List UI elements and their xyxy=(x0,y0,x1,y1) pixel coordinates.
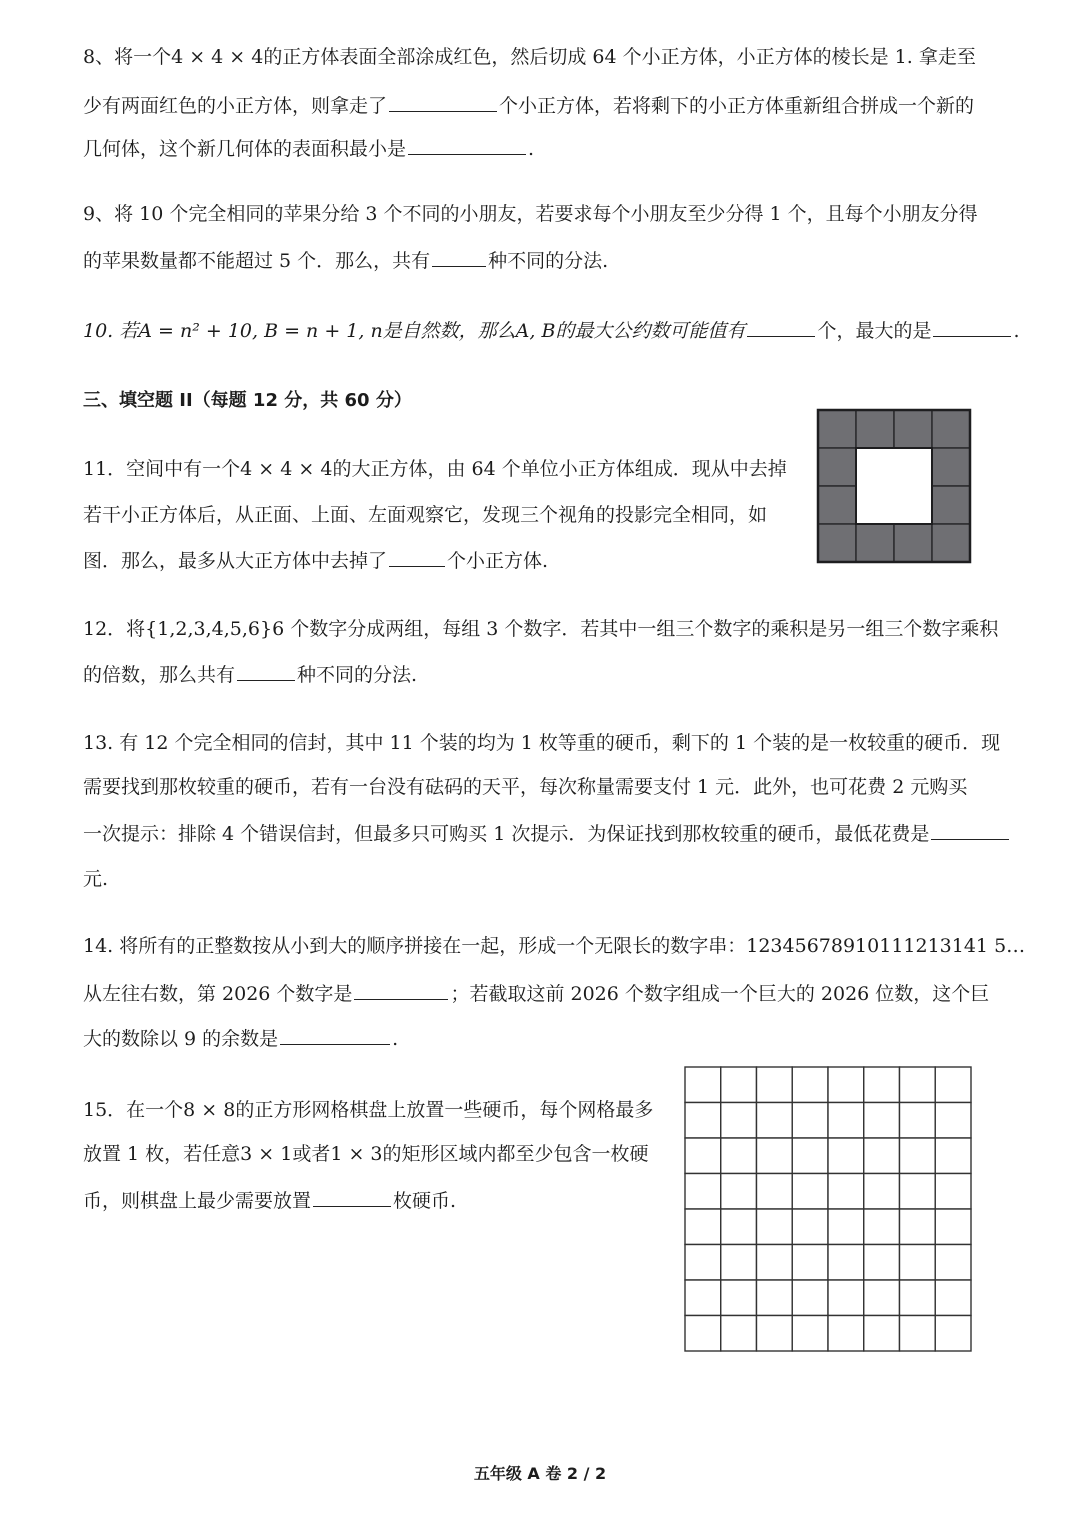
q10-answer-blank-1[interactable] xyxy=(747,316,815,337)
grid-cell xyxy=(721,1138,757,1174)
q15-line1: 15．在一个8 × 8的正方形网格棋盘上放置一些硬币，每个网格最多 xyxy=(83,1099,654,1121)
section-3-heading: 三、填空题 II（每题 12 分，共 60 分） xyxy=(83,390,412,411)
grid-cell xyxy=(792,1174,828,1210)
shaded-cell xyxy=(856,410,894,448)
grid-cell xyxy=(828,1103,864,1139)
q10-text-b: 个，最大的是 xyxy=(817,320,932,342)
empty-cell xyxy=(856,486,894,524)
grid-cell xyxy=(685,1209,721,1245)
grid-cell xyxy=(828,1209,864,1245)
empty-cell xyxy=(894,486,932,524)
shaded-cell xyxy=(818,524,856,562)
q13-line1: 13. 有 12 个完全相同的信封，其中 11 个装的均为 1 枚等重的硬币，剩下的 1 个装的是一枚较重的硬币．现 xyxy=(83,732,1001,754)
q14-line2-text-a: 从左往右数，第 2026 个数字是 xyxy=(83,983,353,1005)
grid-cell xyxy=(721,1174,757,1210)
q12-line1: 12．将{1,2,3,4,5,6}6 个数字分成两组，每组 3 个数字．若其中一组三个数字的乘积是另一组三个数字乘积 xyxy=(83,618,999,640)
q8-line2 xyxy=(83,91,974,119)
shaded-cell xyxy=(856,524,894,562)
shaded-cell xyxy=(894,524,932,562)
q11-line3 xyxy=(83,546,548,574)
grid-cell xyxy=(900,1209,936,1245)
q13-answer-blank[interactable] xyxy=(931,819,1009,840)
grid-cell xyxy=(935,1209,971,1245)
grid-cell xyxy=(685,1280,721,1316)
grid-cell xyxy=(757,1209,793,1245)
grid-cell xyxy=(864,1316,900,1352)
q9-answer-blank[interactable] xyxy=(432,246,486,267)
grid-cell xyxy=(685,1245,721,1281)
grid-cell xyxy=(828,1280,864,1316)
grid-cell xyxy=(721,1103,757,1139)
grid-cell xyxy=(792,1280,828,1316)
grid-cell xyxy=(792,1316,828,1352)
q14-answer-blank-1[interactable] xyxy=(354,979,448,1000)
grid-cell xyxy=(900,1174,936,1210)
q14-line2 xyxy=(83,979,989,1007)
grid-cell xyxy=(935,1103,971,1139)
grid-cell xyxy=(721,1280,757,1316)
q9-line1: 9、将 10 个完全相同的苹果分给 3 个不同的小朋友，若要求每个小朋友至少分得 1 个，且每个小朋友分得 xyxy=(83,203,978,225)
grid-cell xyxy=(685,1067,721,1103)
q9-line2-text-a: 的苹果数量都不能超过 5 个．那么，共有 xyxy=(83,250,431,272)
grid-cell xyxy=(757,1138,793,1174)
q11-line2: 若干小正方体后，从正面、上面、左面观察它，发现三个视角的投影完全相同，如 xyxy=(83,504,768,526)
empty-cell xyxy=(856,448,894,486)
shaded-cell xyxy=(818,448,856,486)
q9-line2 xyxy=(83,246,608,274)
q14-line1: 14. 将所有的正整数按从小到大的顺序拼接在一起，形成一个无限长的数字串：12345678910111213141 5… xyxy=(83,935,1026,957)
q8-line3-text-b: . xyxy=(528,138,535,160)
grid-cell xyxy=(685,1103,721,1139)
q13-line4: 元. xyxy=(83,868,109,890)
q10-answer-blank-2[interactable] xyxy=(933,316,1011,337)
grid-cell xyxy=(864,1280,900,1316)
grid-cell xyxy=(864,1103,900,1139)
grid-cell xyxy=(685,1316,721,1352)
q13-line3 xyxy=(83,819,1011,847)
q8-line2-text-b: 个小正方体，若将剩下的小正方体重新组合拼成一个新的 xyxy=(499,95,975,117)
q11-line1: 11．空间中有一个4 × 4 × 4的大正方体，由 64 个单位小正方体组成．现从中去掉 xyxy=(83,458,787,480)
grid-cell xyxy=(864,1174,900,1210)
grid-cell xyxy=(828,1138,864,1174)
grid-cell xyxy=(757,1316,793,1352)
q13-line2: 需要找到那枚较重的硬币，若有一台没有砝码的天平，每次称量需要支付 1 元．此外，也可花费 2 元购买 xyxy=(83,776,968,798)
grid-cell xyxy=(864,1209,900,1245)
grid-cell xyxy=(792,1138,828,1174)
grid-cell xyxy=(757,1174,793,1210)
grid-cell xyxy=(935,1174,971,1210)
grid-cell xyxy=(935,1316,971,1352)
grid-cell xyxy=(757,1067,793,1103)
q15-line3 xyxy=(83,1186,456,1214)
q15-line3-text-b: 枚硬币. xyxy=(393,1190,457,1212)
q10-text-c: . xyxy=(1013,320,1020,342)
q15-line2: 放置 1 枚，若任意3 × 1或者1 × 3的矩形区域内都至少包含一枚硬 xyxy=(83,1143,649,1165)
q8-line1: 8、将一个4 × 4 × 4的正方体表面全部涂成红色，然后切成 64 个小正方体，小正方体的棱长是 1. 拿走至 xyxy=(83,46,976,68)
grid-cell xyxy=(757,1245,793,1281)
grid-cell xyxy=(900,1138,936,1174)
q11-line3-text-a: 图．那么，最多从大正方体中去掉了 xyxy=(83,550,388,572)
grid-cell xyxy=(721,1245,757,1281)
shaded-cell xyxy=(818,486,856,524)
shaded-cell xyxy=(932,486,970,524)
shaded-cell xyxy=(818,410,856,448)
q14-line3-text-b: . xyxy=(392,1028,399,1050)
shaded-cell xyxy=(894,410,932,448)
q14-line3-text-a: 大的数除以 9 的余数是 xyxy=(83,1028,279,1050)
grid-cell xyxy=(864,1138,900,1174)
grid-cell xyxy=(828,1245,864,1281)
grid-cell xyxy=(900,1245,936,1281)
q15-answer-blank[interactable] xyxy=(313,1186,391,1207)
q11-line3-text-b: 个小正方体. xyxy=(447,550,549,572)
q10-text-a: 10. 若A = n² + 10, B = n + 1, n是自然数，那么A, B的最大公约数可能值有 xyxy=(83,320,746,342)
q10-line1 xyxy=(83,316,1020,344)
grid-cell xyxy=(721,1316,757,1352)
grid-cell xyxy=(792,1067,828,1103)
shaded-cell xyxy=(932,524,970,562)
grid-cell xyxy=(828,1174,864,1210)
grid-cell xyxy=(900,1103,936,1139)
grid-cell xyxy=(721,1209,757,1245)
q12-line2-text-a: 的倍数，那么共有 xyxy=(83,664,236,686)
grid-cell xyxy=(828,1067,864,1103)
grid-cell xyxy=(792,1209,828,1245)
grid-cell xyxy=(792,1245,828,1281)
grid-cell xyxy=(721,1067,757,1103)
grid-cell xyxy=(828,1316,864,1352)
grid-cell xyxy=(864,1067,900,1103)
grid-cell xyxy=(900,1067,936,1103)
shaded-cell xyxy=(932,448,970,486)
grid-cell xyxy=(685,1174,721,1210)
q9-line2-text-b: 种不同的分法. xyxy=(488,250,609,272)
grid-cell xyxy=(935,1067,971,1103)
empty-cell xyxy=(894,448,932,486)
q13-line3-text-a: 一次提示：排除 4 个错误信封，但最多只可购买 1 次提示．为保证找到那枚较重的硬币，最低花费是 xyxy=(83,823,930,845)
q14-line2-text-b: ；若截取这前 2026 个数字组成一个巨大的 2026 位数，这个巨 xyxy=(450,983,990,1005)
grid-cell xyxy=(900,1280,936,1316)
grid-cell xyxy=(935,1245,971,1281)
grid-cell xyxy=(935,1280,971,1316)
q8-answer-blank-1[interactable] xyxy=(389,91,497,112)
grid-cell xyxy=(792,1103,828,1139)
q8-line2-text-a: 少有两面红色的小正方体，则拿走了 xyxy=(83,95,388,117)
q14-line3 xyxy=(83,1024,398,1052)
q15-chessboard-grid xyxy=(683,1065,973,1353)
q14-answer-blank-2[interactable] xyxy=(280,1024,390,1045)
grid-cell xyxy=(757,1280,793,1316)
grid-cell xyxy=(900,1316,936,1352)
q12-answer-blank[interactable] xyxy=(237,660,295,681)
q8-answer-blank-2[interactable] xyxy=(408,134,526,155)
grid-cell xyxy=(757,1103,793,1139)
grid-cell xyxy=(935,1138,971,1174)
page-footer: 五年级 A 卷 2 / 2 xyxy=(473,1464,607,1483)
q11-answer-blank[interactable] xyxy=(389,546,445,567)
q12-line2-text-b: 种不同的分法. xyxy=(297,664,418,686)
q15-line3-text-a: 币，则棋盘上最少需要放置 xyxy=(83,1190,312,1212)
shaded-cell xyxy=(932,410,970,448)
q12-line2 xyxy=(83,660,417,688)
q8-line3 xyxy=(83,134,534,162)
grid-cell xyxy=(685,1138,721,1174)
grid-cell xyxy=(864,1245,900,1281)
q11-projection-figure xyxy=(816,408,972,564)
q8-line3-text-a: 几何体，这个新几何体的表面积最小是 xyxy=(83,138,407,160)
